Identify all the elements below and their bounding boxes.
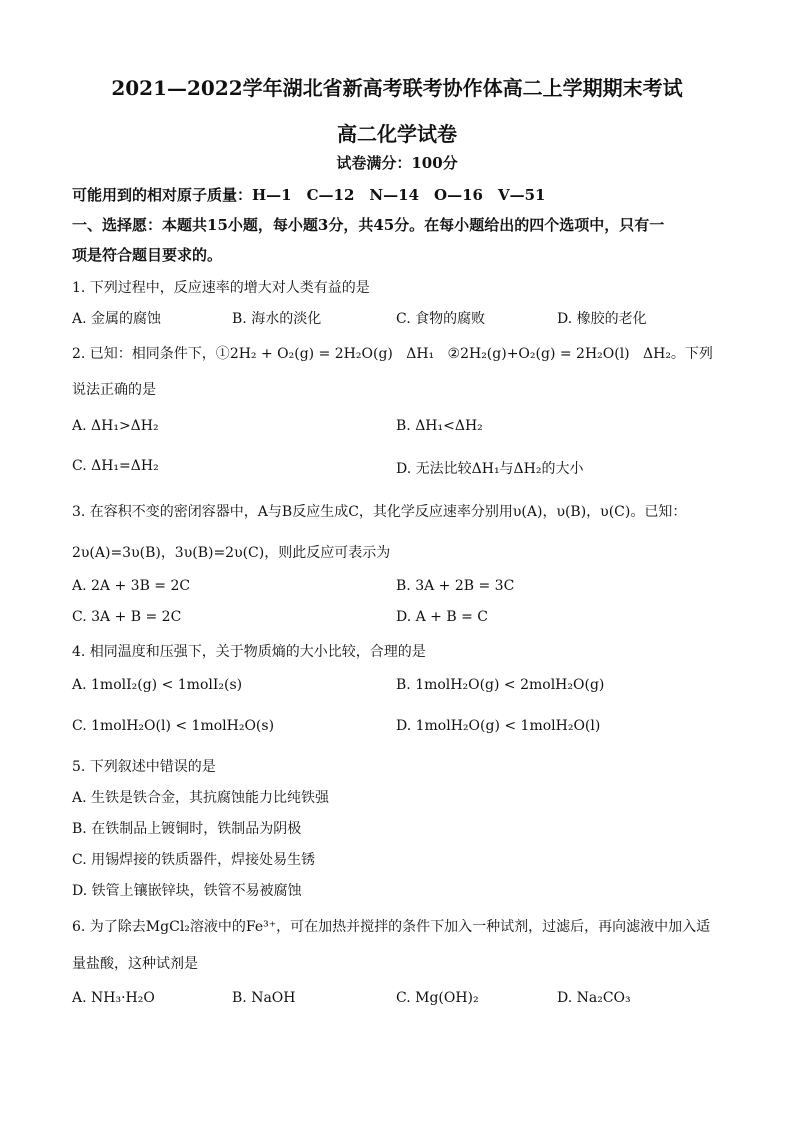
q6-line1: 6. 为了除去MgCl₂溶液中的Fe³⁺，可在加热并搅拌的条件下加入一种试剂，过滤后，再向滤液中加入适 [72, 919, 711, 935]
q1-option-b: B. 海水的淡化 [232, 311, 322, 327]
q4-option-a: A. 1molI₂(g) < 1molI₂(s) [72, 677, 243, 693]
q1-option-d: D. 橡胶的老化 [557, 311, 647, 327]
q5-stem: 5. 下列叙述中错误的是 [72, 759, 216, 775]
q3-option-c: C. 3A + B = 2C [72, 609, 182, 625]
q1-option-c: C. 食物的腐败 [396, 311, 486, 327]
q4-option-c: C. 1molH₂O(l) < 1molH₂O(s) [72, 718, 275, 734]
q3-option-b: B. 3A + 2B = 3C [396, 578, 515, 594]
q5-option-a: A. 生铁是铁合金，其抗腐蚀能力比纯铁强 [72, 790, 330, 806]
q5-option-c: C. 用锡焊接的铁质器件，焊接处易生锈 [72, 852, 316, 868]
q2-equation-2: ②2H₂(g)+O₂(g) = 2H₂O(l) [447, 346, 630, 362]
q4-option-d: D. 1molH₂O(g) < 1molH₂O(l) [396, 718, 601, 734]
q2-equation-1: 2H₂ + O₂(g) = 2H₂O(g) [229, 346, 393, 362]
atomic-mass-line: 可能用到的相对原子质量：H—1 C—12 N—14 O—16 V—51 [72, 186, 546, 204]
q3-line2: 2υ(A)=3υ(B)，3υ(B)=2υ(C)，则此反应可表示为 [72, 545, 391, 561]
q3-option-a: A. 2A + 3B = 2C [72, 578, 191, 594]
q1-stem: 1. 下列过程中，反应速率的增大对人类有益的是 [72, 280, 370, 296]
q6-option-c: C. Mg(OH)₂ [396, 990, 479, 1006]
q5-option-d: D. 铁管上镶嵌锌块，铁管不易被腐蚀 [72, 883, 302, 899]
q6-option-b: B. NaOH [232, 990, 296, 1006]
q3-line1: 3. 在容积不变的密闭容器中，A与B反应生成C，其化学反应速率分别用υ(A)，υ(B)，υ(C)。已知： [72, 504, 687, 520]
q2-line1 [72, 343, 713, 363]
q6-line2: 量盐酸，这种试剂是 [72, 956, 198, 972]
exam-title: 2021—2022学年湖北省新高考联考协作体高二上学期期末考试 [111, 76, 683, 100]
q6-option-d: D. Na₂CO₃ [557, 990, 631, 1006]
exam-subtitle: 高二化学试卷 [337, 122, 457, 146]
q2-delta-h2: ΔH₂。下列 [643, 346, 713, 362]
q2-number: 2. 已知：相同条件下，① [72, 346, 230, 362]
q2-line2: 说法正确的是 [72, 382, 156, 398]
q1-option-a: A. 金属的腐蚀 [72, 311, 162, 327]
q4-stem: 4. 相同温度和压强下，关于物质熵的大小比较，合理的是 [72, 644, 426, 660]
q2-option-a: A. ΔH₁>ΔH₂ [72, 418, 159, 434]
q5-option-b: B. 在铁制品上镀铜时，铁制品为阴极 [72, 821, 302, 837]
q6-option-a: A. NH₃·H₂O [72, 990, 155, 1006]
q2-option-c: C. ΔH₁=ΔH₂ [72, 458, 159, 474]
section1-line2: 项是符合题目要求的。 [72, 246, 223, 264]
full-score: 试卷满分：100分 [336, 154, 458, 172]
q2-delta-h1: ΔH₁ [406, 346, 435, 362]
section1-line1: 一、选择愿：本题共15小题，每小题3分，共45分。在每小题给出的四个选项中，只有一 [72, 216, 665, 234]
q2-option-b: B. ΔH₁<ΔH₂ [396, 418, 483, 434]
q3-option-d: D. A + B = C [396, 609, 488, 625]
q2-option-d: D. 无法比较ΔH₁与ΔH₂的大小 [396, 461, 584, 477]
q4-option-b: B. 1molH₂O(g) < 2molH₂O(g) [396, 677, 605, 693]
